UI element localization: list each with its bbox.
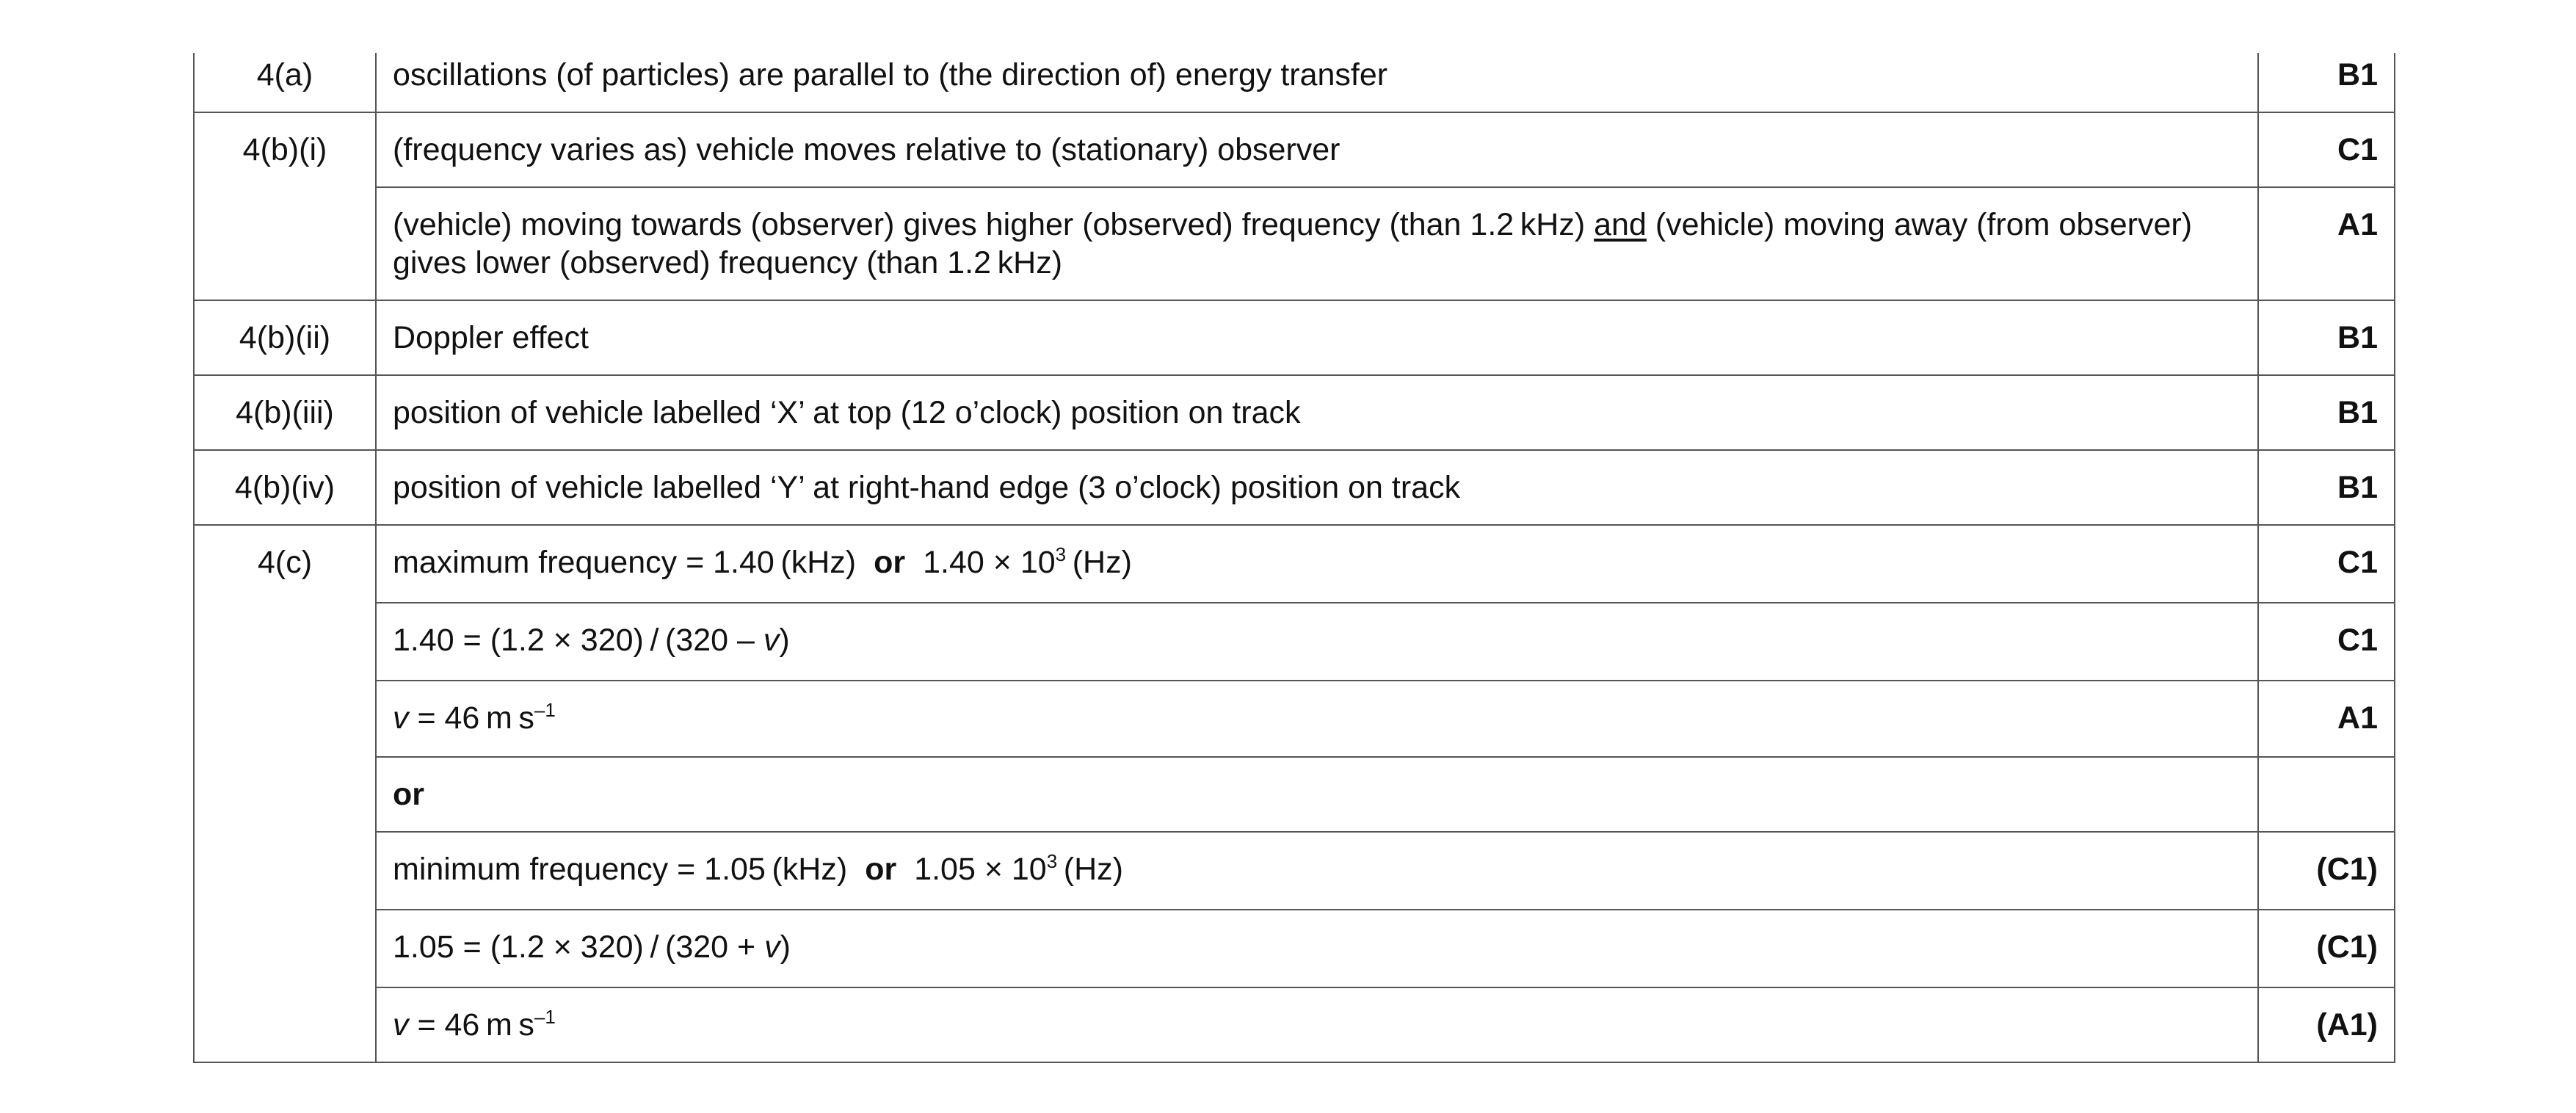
answer-or-row: [376, 757, 2258, 832]
answer-exponent: –1: [534, 699, 556, 721]
mark-code: B1: [2258, 53, 2395, 112]
answer-variable: v: [763, 623, 780, 658]
answer-text: Doppler effect: [376, 300, 2258, 375]
mark-code: (A1): [2258, 987, 2395, 1062]
answer-text: [376, 832, 2258, 910]
mark-code: C1: [2258, 603, 2395, 681]
answer-text-part: = 46 m s: [408, 700, 534, 736]
answer-or-keyword: or: [393, 777, 424, 812]
table-row: [194, 603, 2395, 681]
mark-code: A1: [2258, 681, 2395, 757]
answer-emphasis-and: and: [1594, 207, 1647, 242]
table-row: [194, 681, 2395, 757]
table-row: [194, 187, 2395, 300]
answer-or-keyword: or: [874, 545, 906, 580]
table-row: [194, 300, 2395, 375]
answer-text: position of vehicle labelled ‘X’ at top (12 o’clock) position on track: [376, 375, 2258, 450]
answer-exponent: –1: [534, 1006, 556, 1028]
question-number: 4(b)(i): [194, 112, 376, 300]
answer-text-part: (vehicle) moving towards (observer) gives higher (observed) frequency (than 1.2 kHz): [393, 207, 1594, 242]
answer-text: [376, 525, 2258, 603]
table-row: [194, 757, 2395, 832]
answer-text-part: ): [780, 929, 791, 965]
table-row: [194, 112, 2395, 187]
answer-text-part: maximum frequency = 1.40 (kHz): [393, 545, 857, 580]
mark-code: B1: [2258, 300, 2395, 375]
answer-text: oscillations (of particles) are parallel to (the direction of) energy transfer: [376, 53, 2258, 112]
table-row: [194, 450, 2395, 525]
table-row: [194, 375, 2395, 450]
question-number: 4(b)(iii): [194, 375, 376, 450]
answer-exponent: 3: [1055, 543, 1067, 565]
answer-unit: (Hz): [1066, 545, 1132, 580]
answer-text: position of vehicle labelled ‘Y’ at right-hand edge (3 o’clock) position on track: [376, 450, 2258, 525]
answer-unit: (Hz): [1057, 852, 1123, 887]
answer-text-part: 1.40 × 10: [923, 545, 1056, 580]
answer-text: [376, 603, 2258, 681]
answer-text: [376, 910, 2258, 987]
answer-exponent: 3: [1046, 850, 1058, 872]
mark-code: (C1): [2258, 910, 2395, 987]
answer-variable: v: [393, 700, 409, 736]
mark-code: C1: [2258, 112, 2395, 187]
mark-code: (C1): [2258, 832, 2395, 910]
mark-code: A1: [2258, 187, 2395, 300]
answer-text-part: 1.05 × 10: [914, 852, 1047, 887]
answer-text: [376, 987, 2258, 1062]
answer-variable: v: [393, 1007, 409, 1043]
question-number: 4(c): [194, 525, 376, 1062]
answer-text-part: ): [779, 623, 790, 658]
mark-code: B1: [2258, 450, 2395, 525]
table-row: [194, 987, 2395, 1062]
question-number: 4(b)(ii): [194, 300, 376, 375]
table-row: [194, 832, 2395, 910]
answer-text-part: = 46 m s: [408, 1007, 534, 1043]
table-row: [194, 53, 2395, 112]
answer-text-part: (vehicle) moving away (from observer) gives lower (observed) frequency (than 1.2 kHz): [393, 207, 2193, 280]
answer-text-part: 1.05 = (1.2 × 320) / (320 +: [393, 929, 765, 965]
mark-code: C1: [2258, 525, 2395, 603]
answer-text: [376, 187, 2258, 300]
answer-or-keyword: or: [865, 852, 897, 887]
question-number: 4(b)(iv): [194, 450, 376, 525]
mark-scheme-table: [193, 53, 2395, 1063]
question-number: 4(a): [194, 53, 376, 112]
answer-text: [376, 681, 2258, 757]
answer-text-part: 1.40 = (1.2 × 320) / (320 –: [393, 623, 763, 658]
mark-code: B1: [2258, 375, 2395, 450]
answer-text-part: minimum frequency = 1.05 (kHz): [393, 852, 848, 887]
mark-code: [2258, 757, 2395, 832]
table-row: [194, 910, 2395, 987]
table-row: [194, 525, 2395, 603]
answer-variable: v: [764, 929, 780, 965]
answer-text: (frequency varies as) vehicle moves relative to (stationary) observer: [376, 112, 2258, 187]
